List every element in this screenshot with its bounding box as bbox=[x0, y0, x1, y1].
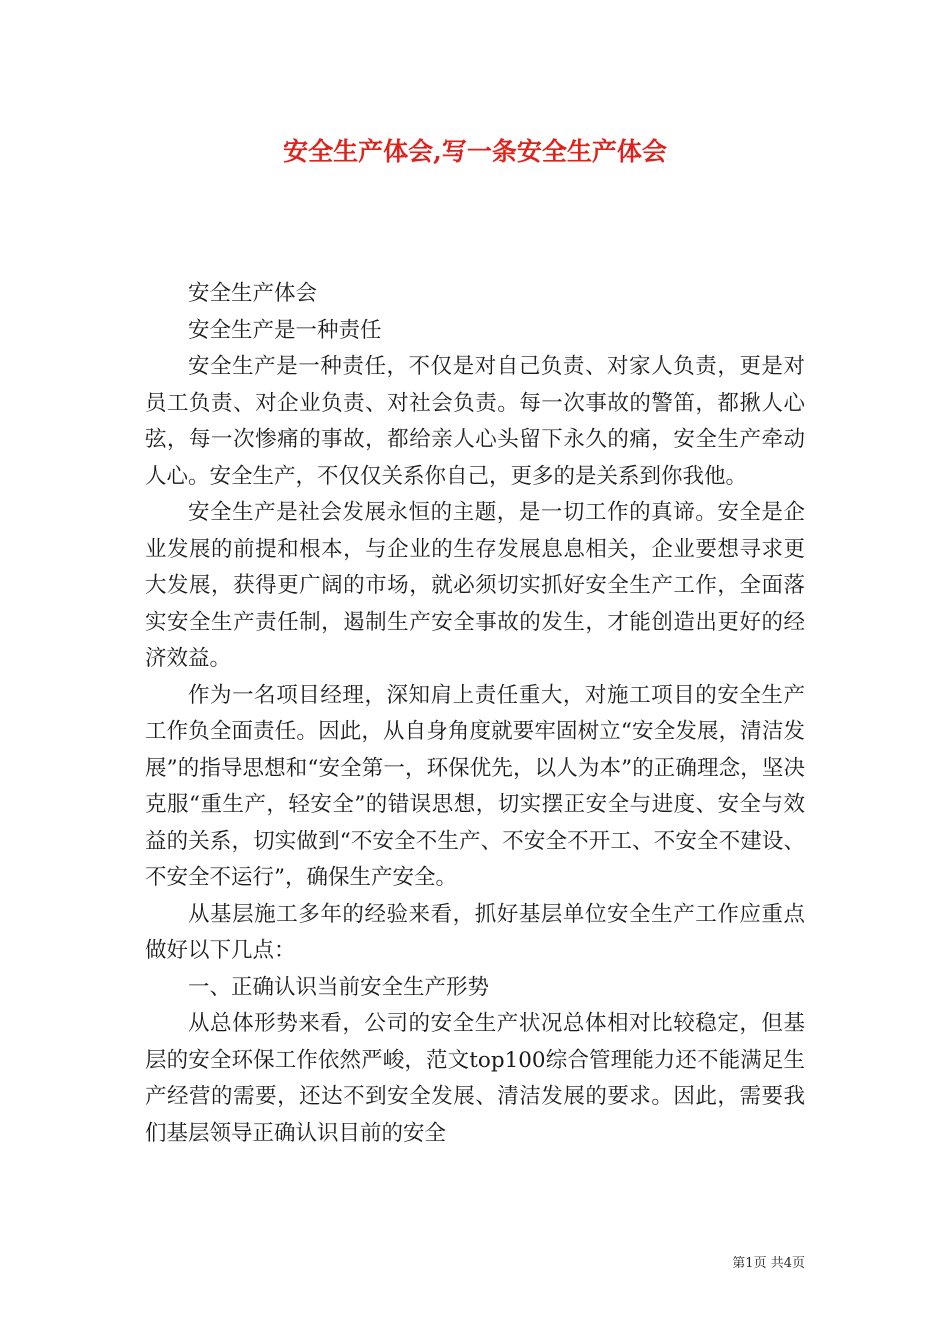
paragraph: 安全生产是社会发展永恒的主题，是一切工作的真谛。安全是企业发展的前提和根本，与企业的生存发展息息相关，企业要想寻求更大发展，获得更广阔的市场，就必须切实抓好安全生产工作，全面落实安全生产责任制，遏制生产安全事故的发生，才能创造出更好的经济效益。 bbox=[145, 500, 805, 671]
document-body bbox=[145, 276, 805, 1152]
footer-total-pages: 4 bbox=[783, 1256, 792, 1271]
paragraph: 作为一名项目经理，深知肩上责任重大，对施工项目的安全生产工作负全面责任。因此，从自身角度就要牢固树立“安全发展，清洁发展”的指导思想和“安全第一，环保优先，以人为本”的正确理念，坚决克服“重生产，轻安全”的错误思想，切实摆正安全与进度、安全与效益的关系，切实做到“不安全不生产、不安全不开工、不安全不建设、不安全不运行”，确保生产安全。 bbox=[145, 682, 805, 890]
paragraph: 从总体形势来看，公司的安全生产状况总体相对比较稳定，但基层的安全环保工作依然严峻，范文top100综合管理能力还不能满足生产经营的需要，还达不到安全发展、清洁发展的要求。因此，需要我们基层领导正确认识目前的安全 bbox=[145, 1011, 805, 1146]
page-number-footer bbox=[732, 1252, 805, 1271]
paragraph-subheading: 安全生产是一种责任 bbox=[188, 317, 382, 343]
footer-suffix: 页 bbox=[791, 1256, 805, 1271]
paragraph: 从基层施工多年的经验来看，抓好基层单位安全生产工作应重点做好以下几点： bbox=[145, 901, 805, 963]
footer-middle: 页 共 bbox=[753, 1256, 784, 1271]
paragraph-heading: 安全生产体会 bbox=[188, 281, 318, 306]
section-heading: 一、正确认识当前安全生产形势 bbox=[188, 974, 490, 1000]
paragraph: 安全生产是一种责任，不仅是对自己负责、对家人负责，更是对员工负责、对企业负责、对社会负责。每一次事故的警笛，都揪人心弦，每一次惨痛的事故，都给亲人心头留下永久的痛，安全生产牵动人心。安全生产，不仅仅关系你自己，更多的是关系到你我他。 bbox=[145, 354, 805, 489]
footer-prefix: 第 bbox=[732, 1256, 746, 1271]
footer-current-page: 1 bbox=[745, 1256, 754, 1271]
document-title: 安全生产体会,写一条安全生产体会 bbox=[283, 137, 667, 166]
